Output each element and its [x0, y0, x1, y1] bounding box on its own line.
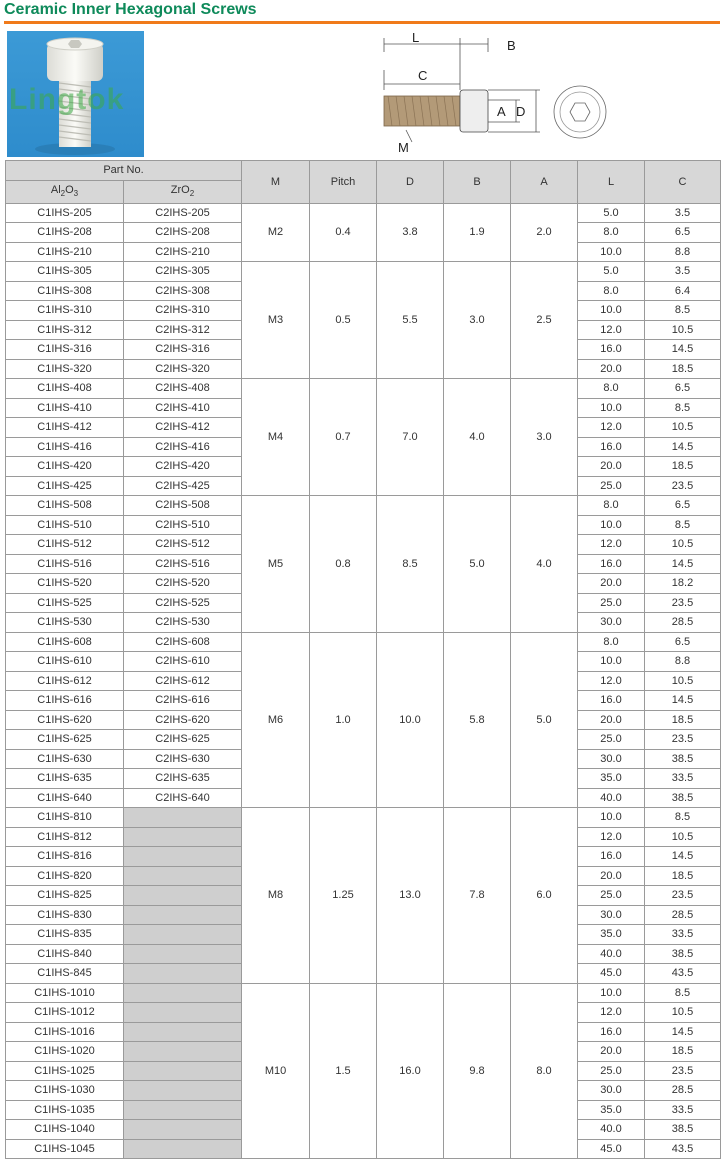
part-no-zirconia-unavailable [124, 1081, 242, 1101]
part-no-zirconia-unavailable [124, 964, 242, 984]
cell-c: 14.5 [645, 691, 721, 711]
part-no-zirconia-unavailable [124, 1120, 242, 1140]
part-no-zirconia-unavailable [124, 1061, 242, 1081]
part-no-zirconia: C2IHS-312 [124, 320, 242, 340]
part-no-alumina: C1IHS-408 [6, 379, 124, 399]
part-no-zirconia: C2IHS-625 [124, 730, 242, 750]
cell-m: M8 [242, 808, 310, 984]
cell-l: 35.0 [578, 1100, 645, 1120]
brand-watermark: Lingtok [9, 83, 125, 116]
cell-l: 25.0 [578, 476, 645, 496]
part-no-zirconia-unavailable [124, 866, 242, 886]
cell-b: 5.0 [444, 496, 511, 633]
cell-c: 33.5 [645, 769, 721, 789]
table-row [6, 632, 721, 652]
part-no-alumina: C1IHS-412 [6, 418, 124, 438]
cell-m: M2 [242, 203, 310, 262]
part-no-alumina: C1IHS-612 [6, 671, 124, 691]
cell-l: 10.0 [578, 652, 645, 672]
cell-c: 10.5 [645, 535, 721, 555]
col-header-pitch: Pitch [310, 161, 377, 204]
part-no-zirconia-unavailable [124, 925, 242, 945]
part-no-zirconia: C2IHS-420 [124, 457, 242, 477]
part-no-alumina: C1IHS-810 [6, 808, 124, 828]
cell-d: 10.0 [377, 632, 444, 808]
cell-l: 25.0 [578, 593, 645, 613]
part-no-alumina: C1IHS-210 [6, 242, 124, 262]
part-no-zirconia: C2IHS-425 [124, 476, 242, 496]
cell-pitch: 0.8 [310, 496, 377, 633]
cell-c: 33.5 [645, 1100, 721, 1120]
part-no-alumina: C1IHS-1025 [6, 1061, 124, 1081]
cell-m: M5 [242, 496, 310, 633]
cell-c: 8.5 [645, 301, 721, 321]
part-no-zirconia: C2IHS-512 [124, 535, 242, 555]
part-no-alumina: C1IHS-420 [6, 457, 124, 477]
part-no-zirconia-unavailable [124, 983, 242, 1003]
cell-d: 3.8 [377, 203, 444, 262]
cell-l: 16.0 [578, 691, 645, 711]
cell-c: 14.5 [645, 340, 721, 360]
part-no-zirconia: C2IHS-208 [124, 223, 242, 243]
cell-l: 25.0 [578, 730, 645, 750]
diagram-label-d: D [516, 104, 526, 119]
cell-c: 18.5 [645, 457, 721, 477]
part-no-alumina: C1IHS-530 [6, 613, 124, 633]
cell-l: 10.0 [578, 301, 645, 321]
cell-pitch: 1.25 [310, 808, 377, 984]
part-no-zirconia: C2IHS-508 [124, 496, 242, 516]
cell-c: 10.5 [645, 827, 721, 847]
cell-m: M10 [242, 983, 310, 1159]
cell-l: 16.0 [578, 340, 645, 360]
cell-c: 18.5 [645, 359, 721, 379]
part-no-alumina: C1IHS-816 [6, 847, 124, 867]
cell-l: 10.0 [578, 808, 645, 828]
cell-l: 30.0 [578, 905, 645, 925]
part-no-zirconia: C2IHS-630 [124, 749, 242, 769]
table-row [6, 262, 721, 282]
part-no-alumina: C1IHS-320 [6, 359, 124, 379]
part-no-alumina: C1IHS-610 [6, 652, 124, 672]
cell-d: 13.0 [377, 808, 444, 984]
part-no-zirconia-unavailable [124, 905, 242, 925]
part-no-zirconia: C2IHS-310 [124, 301, 242, 321]
part-no-zirconia: C2IHS-516 [124, 554, 242, 574]
cell-l: 45.0 [578, 1139, 645, 1159]
part-no-alumina: C1IHS-620 [6, 710, 124, 730]
cell-l: 30.0 [578, 749, 645, 769]
cell-l: 20.0 [578, 1042, 645, 1062]
cell-c: 14.5 [645, 554, 721, 574]
part-no-alumina: C1IHS-316 [6, 340, 124, 360]
part-no-header: Part No. [6, 161, 242, 181]
cell-l: 12.0 [578, 535, 645, 555]
cell-c: 18.2 [645, 574, 721, 594]
cell-l: 25.0 [578, 886, 645, 906]
part-no-zirconia: C2IHS-416 [124, 437, 242, 457]
cell-l: 12.0 [578, 671, 645, 691]
part-no-alumina: C1IHS-516 [6, 554, 124, 574]
cell-a: 8.0 [511, 983, 578, 1159]
cell-c: 10.5 [645, 418, 721, 438]
part-no-alumina: C1IHS-825 [6, 886, 124, 906]
part-no-alumina: C1IHS-1016 [6, 1022, 124, 1042]
cell-c: 6.5 [645, 632, 721, 652]
cell-c: 23.5 [645, 730, 721, 750]
part-no-zirconia-unavailable [124, 808, 242, 828]
cell-c: 6.5 [645, 496, 721, 516]
cell-a: 3.0 [511, 379, 578, 496]
cell-c: 6.5 [645, 379, 721, 399]
cell-d: 7.0 [377, 379, 444, 496]
part-no-zirconia: C2IHS-205 [124, 203, 242, 223]
spec-table [5, 160, 721, 1159]
cell-l: 35.0 [578, 925, 645, 945]
cell-c: 3.5 [645, 203, 721, 223]
part-no-zirconia: C2IHS-525 [124, 593, 242, 613]
cell-c: 3.5 [645, 262, 721, 282]
part-no-zirconia: C2IHS-610 [124, 652, 242, 672]
part-no-alumina: C1IHS-830 [6, 905, 124, 925]
part-no-alumina: C1IHS-1035 [6, 1100, 124, 1120]
cell-a: 6.0 [511, 808, 578, 984]
col-header-m: M [242, 161, 310, 204]
part-no-alumina: C1IHS-820 [6, 866, 124, 886]
part-no-alumina: C1IHS-205 [6, 203, 124, 223]
cell-c: 43.5 [645, 1139, 721, 1159]
cell-pitch: 0.4 [310, 203, 377, 262]
part-no-alumina: C1IHS-1045 [6, 1139, 124, 1159]
cell-c: 8.8 [645, 242, 721, 262]
cell-c: 8.5 [645, 808, 721, 828]
col-header-a: A [511, 161, 578, 204]
cell-d: 8.5 [377, 496, 444, 633]
col-header-d: D [377, 161, 444, 204]
page-title: Ceramic Inner Hexagonal Screws [4, 1, 257, 18]
part-no-zirconia: C2IHS-320 [124, 359, 242, 379]
cell-c: 6.5 [645, 223, 721, 243]
cell-m: M4 [242, 379, 310, 496]
col-header-l: L [578, 161, 645, 204]
cell-l: 12.0 [578, 418, 645, 438]
part-no-zirconia: C2IHS-530 [124, 613, 242, 633]
cell-l: 35.0 [578, 769, 645, 789]
cell-l: 12.0 [578, 320, 645, 340]
cell-a: 4.0 [511, 496, 578, 633]
part-no-alumina: C1IHS-840 [6, 944, 124, 964]
cell-c: 8.8 [645, 652, 721, 672]
cell-c: 28.5 [645, 905, 721, 925]
cell-l: 10.0 [578, 983, 645, 1003]
part-no-zirconia: C2IHS-635 [124, 769, 242, 789]
cell-pitch: 1.0 [310, 632, 377, 808]
col-header-c: C [645, 161, 721, 204]
cell-c: 14.5 [645, 847, 721, 867]
cell-l: 30.0 [578, 613, 645, 633]
cell-c: 18.5 [645, 866, 721, 886]
part-no-zirconia: C2IHS-410 [124, 398, 242, 418]
part-no-zirconia-unavailable [124, 1100, 242, 1120]
part-no-zirconia: C2IHS-510 [124, 515, 242, 535]
part-no-zirconia: C2IHS-305 [124, 262, 242, 282]
part-no-alumina: C1IHS-1020 [6, 1042, 124, 1062]
cell-c: 8.5 [645, 983, 721, 1003]
part-no-alumina: C1IHS-208 [6, 223, 124, 243]
part-no-zirconia-unavailable [124, 886, 242, 906]
cell-c: 18.5 [645, 1042, 721, 1062]
spec-table-body [6, 203, 721, 1159]
part-no-zirconia: C2IHS-616 [124, 691, 242, 711]
cell-c: 18.5 [645, 710, 721, 730]
diagram-label-l: L [412, 30, 420, 45]
cell-c: 23.5 [645, 476, 721, 496]
cell-l: 5.0 [578, 203, 645, 223]
part-no-alumina: C1IHS-608 [6, 632, 124, 652]
cell-l: 40.0 [578, 944, 645, 964]
cell-c: 8.5 [645, 515, 721, 535]
cell-c: 10.5 [645, 1003, 721, 1023]
cell-l: 20.0 [578, 457, 645, 477]
part-no-zirconia: C2IHS-620 [124, 710, 242, 730]
cell-b: 9.8 [444, 983, 511, 1159]
diagram-label-a: A [497, 104, 506, 119]
part-no-zirconia: C2IHS-316 [124, 340, 242, 360]
part-no-zirconia: C2IHS-210 [124, 242, 242, 262]
table-row [6, 203, 721, 223]
cell-l: 16.0 [578, 437, 645, 457]
cell-l: 12.0 [578, 827, 645, 847]
cell-l: 8.0 [578, 379, 645, 399]
cell-c: 43.5 [645, 964, 721, 984]
table-row [6, 983, 721, 1003]
part-no-alumina: C1IHS-616 [6, 691, 124, 711]
table-row [6, 379, 721, 399]
cell-l: 8.0 [578, 281, 645, 301]
cell-b: 4.0 [444, 379, 511, 496]
part-no-alumina: C1IHS-640 [6, 788, 124, 808]
table-row [6, 496, 721, 516]
part-no-alumina: C1IHS-630 [6, 749, 124, 769]
cell-a: 5.0 [511, 632, 578, 808]
cell-l: 8.0 [578, 223, 645, 243]
diagram-label-m: M [398, 140, 409, 155]
cell-c: 33.5 [645, 925, 721, 945]
cell-pitch: 1.5 [310, 983, 377, 1159]
cell-c: 23.5 [645, 1061, 721, 1081]
cell-l: 5.0 [578, 262, 645, 282]
cell-c: 10.5 [645, 671, 721, 691]
cell-c: 38.5 [645, 1120, 721, 1140]
product-photo [7, 31, 144, 157]
cell-l: 10.0 [578, 242, 645, 262]
cell-l: 45.0 [578, 964, 645, 984]
diagram-label-b: B [507, 38, 516, 53]
cell-d: 16.0 [377, 983, 444, 1159]
part-no-alumina: C1IHS-308 [6, 281, 124, 301]
part-no-alumina: C1IHS-425 [6, 476, 124, 496]
part-no-zirconia: C2IHS-520 [124, 574, 242, 594]
cell-l: 20.0 [578, 574, 645, 594]
part-no-alumina: C1IHS-1030 [6, 1081, 124, 1101]
part-no-zirconia: C2IHS-412 [124, 418, 242, 438]
title-divider [4, 21, 720, 24]
part-no-alumina: C1IHS-510 [6, 515, 124, 535]
cell-l: 16.0 [578, 1022, 645, 1042]
part-no-alumina: C1IHS-812 [6, 827, 124, 847]
material-header-alumina: $Al_2O_3$ [6, 180, 124, 203]
cell-l: 10.0 [578, 398, 645, 418]
cell-c: 38.5 [645, 788, 721, 808]
part-no-alumina: C1IHS-410 [6, 398, 124, 418]
part-no-alumina: C1IHS-525 [6, 593, 124, 613]
part-no-alumina: C1IHS-625 [6, 730, 124, 750]
cell-c: 28.5 [645, 613, 721, 633]
part-no-zirconia-unavailable [124, 1139, 242, 1159]
part-no-alumina: C1IHS-1040 [6, 1120, 124, 1140]
cell-c: 23.5 [645, 886, 721, 906]
cell-pitch: 0.7 [310, 379, 377, 496]
cell-c: 23.5 [645, 593, 721, 613]
part-no-alumina: C1IHS-520 [6, 574, 124, 594]
part-no-alumina: C1IHS-835 [6, 925, 124, 945]
cell-l: 40.0 [578, 1120, 645, 1140]
material-header-zirconia: ZrO$_2$ [124, 180, 242, 203]
cell-l: 8.0 [578, 496, 645, 516]
cell-m: M6 [242, 632, 310, 808]
part-no-zirconia-unavailable [124, 827, 242, 847]
cell-c: 28.5 [645, 1081, 721, 1101]
cell-d: 5.5 [377, 262, 444, 379]
cell-b: 1.9 [444, 203, 511, 262]
part-no-zirconia: C2IHS-640 [124, 788, 242, 808]
part-no-zirconia: C2IHS-408 [124, 379, 242, 399]
cell-l: 20.0 [578, 710, 645, 730]
part-no-alumina: C1IHS-310 [6, 301, 124, 321]
col-header-b: B [444, 161, 511, 204]
cell-l: 30.0 [578, 1081, 645, 1101]
part-no-zirconia-unavailable [124, 1042, 242, 1062]
part-no-zirconia: C2IHS-612 [124, 671, 242, 691]
part-no-alumina: C1IHS-635 [6, 769, 124, 789]
cell-c: 6.4 [645, 281, 721, 301]
cell-l: 10.0 [578, 515, 645, 535]
cell-b: 3.0 [444, 262, 511, 379]
part-no-alumina: C1IHS-305 [6, 262, 124, 282]
cell-m: M3 [242, 262, 310, 379]
part-no-zirconia-unavailable [124, 847, 242, 867]
cell-c: 38.5 [645, 749, 721, 769]
cell-l: 12.0 [578, 1003, 645, 1023]
cell-l: 16.0 [578, 554, 645, 574]
cell-a: 2.5 [511, 262, 578, 379]
cell-c: 10.5 [645, 320, 721, 340]
cell-c: 14.5 [645, 1022, 721, 1042]
part-no-alumina: C1IHS-512 [6, 535, 124, 555]
screw-dimension-diagram [370, 30, 610, 155]
part-no-alumina: C1IHS-508 [6, 496, 124, 516]
part-no-zirconia: C2IHS-308 [124, 281, 242, 301]
part-no-zirconia-unavailable [124, 944, 242, 964]
table-row [6, 808, 721, 828]
cell-l: 16.0 [578, 847, 645, 867]
cell-b: 5.8 [444, 632, 511, 808]
cell-l: 25.0 [578, 1061, 645, 1081]
cell-l: 20.0 [578, 866, 645, 886]
cell-a: 2.0 [511, 203, 578, 262]
cell-l: 40.0 [578, 788, 645, 808]
part-no-zirconia-unavailable [124, 1003, 242, 1023]
diagram-label-c: C [418, 68, 428, 83]
part-no-zirconia: C2IHS-608 [124, 632, 242, 652]
part-no-alumina: C1IHS-845 [6, 964, 124, 984]
part-no-zirconia-unavailable [124, 1022, 242, 1042]
part-no-alumina: C1IHS-1010 [6, 983, 124, 1003]
cell-c: 14.5 [645, 437, 721, 457]
cell-l: 20.0 [578, 359, 645, 379]
part-no-alumina: C1IHS-1012 [6, 1003, 124, 1023]
cell-b: 7.8 [444, 808, 511, 984]
cell-c: 38.5 [645, 944, 721, 964]
part-no-alumina: C1IHS-416 [6, 437, 124, 457]
cell-c: 8.5 [645, 398, 721, 418]
cell-pitch: 0.5 [310, 262, 377, 379]
cell-l: 8.0 [578, 632, 645, 652]
part-no-alumina: C1IHS-312 [6, 320, 124, 340]
